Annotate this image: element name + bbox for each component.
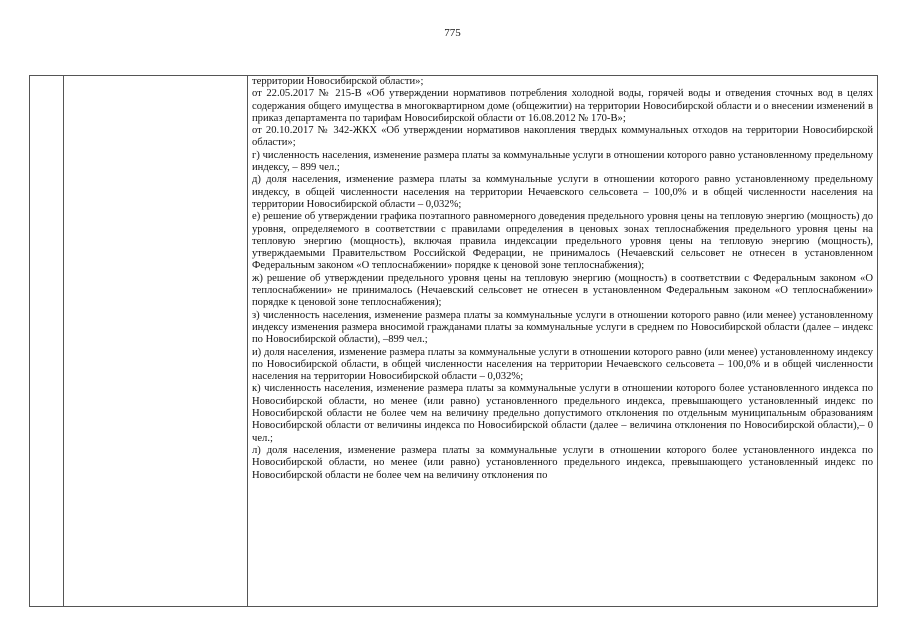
paragraph: е) решение об утверждении графика поэтапного равномерного доведения предельного уровня цены на тепловую энергию (мощность) до уровня, определяемого в соответствии с правилами определения в ценовых зонах теплоснабжения предельного уровня цены на тепловую энергию (мощность), включая правила индексации предельного уровня цены на тепловую энергию (мощность), утверждаемыми Правительством Российской Федерации, не принималось (Нечаевский сельсовет не отнесен в установленном Федеральным законом «О теплоснабжении» порядке к ценовой зоне теплоснабжения);	[252, 211, 873, 272]
column-divider-2	[247, 76, 248, 606]
table-frame	[29, 75, 878, 607]
paragraph: и) доля населения, изменение размера платы за коммунальные услуги в отношении которого равно (или менее) установленному индексу по Новосибирской области, в общей численности населения на территории Нечаевского сельсовета – 100,0% и в общей численности населения на территории Новосибирской области – 0,032%;	[252, 346, 873, 383]
paragraph: от 22.05.2017 № 215-В «Об утверждении нормативов потребления холодной воды, горячей воды и отведения сточных вод в целях содержания общего имущества в многоквартирном доме (общежитии) на территории Новосибирской области и о внесении изменений в приказ департамента по тарифам Новосибирской области от 16.08.2012 № 170-В»;	[252, 88, 873, 124]
page-number: 775	[444, 27, 461, 39]
paragraph: г) численность населения, изменение размера платы за коммунальные услуги в отношении которого равно установленному предельному индексу, – 899 чел.;	[252, 149, 873, 174]
paragraph: территории Новосибирской области»;	[252, 76, 424, 87]
paragraph: от 20.10.2017 № 342-ЖКХ «Об утверждении нормативов накопления твердых коммунальных отходов на территории Новосибирской области»;	[252, 125, 873, 149]
paragraph: к) численность населения, изменение размера платы за коммунальные услуги в отношении которого более установленного индекса по Новосибирской области, но менее (или равно) установленного предельного индекса, превышающего установленный индекс по Новосибирской области не более чем на величину предельно допустимого отклонения по отдельным муниципальным образованиям Новосибирской области от величины индекса по Новосибирской области (далее – величина отклонения по Новосибирской области),– 0 чел.;	[252, 383, 873, 444]
text-cell	[252, 76, 873, 482]
column-divider-1	[63, 76, 64, 606]
paragraph: д) доля населения, изменение размера платы за коммунальные услуги в отношении которого равно установленному предельному индексу, в общей численности населения на территории Нечаевского сельсовета – 100,0% и в общей численности населения на территории Новосибирской области – 0,032%;	[252, 174, 873, 210]
paragraph: з) численность населения, изменение размера платы за коммунальные услуги в отношении которого равно (или менее) установленному индексу изменения размера вносимой гражданами платы за коммунальные услуги в среднем по Новосибирской области (далее – индекс по Новосибирской области), –899 чел.;	[252, 309, 873, 346]
paragraph: ж) решение об утверждении предельного уровня цены на тепловую энергию (мощность) в соответствии с Федеральным законом «О теплоснабжении» не принималось (Нечаевский сельсовет не отнесен в установленном Федеральным законом «О теплоснабжении» порядке к ценовой зоне теплоснабжения);	[252, 272, 873, 309]
paragraph: л) доля населения, изменение размера платы за коммунальные услуги в отношении которого более установленного индекса по Новосибирской области, но менее (или равно) установленного предельного индекса, превышающего установленный индекс по Новосибирской области не более чем на величину отклонения по	[252, 444, 873, 481]
